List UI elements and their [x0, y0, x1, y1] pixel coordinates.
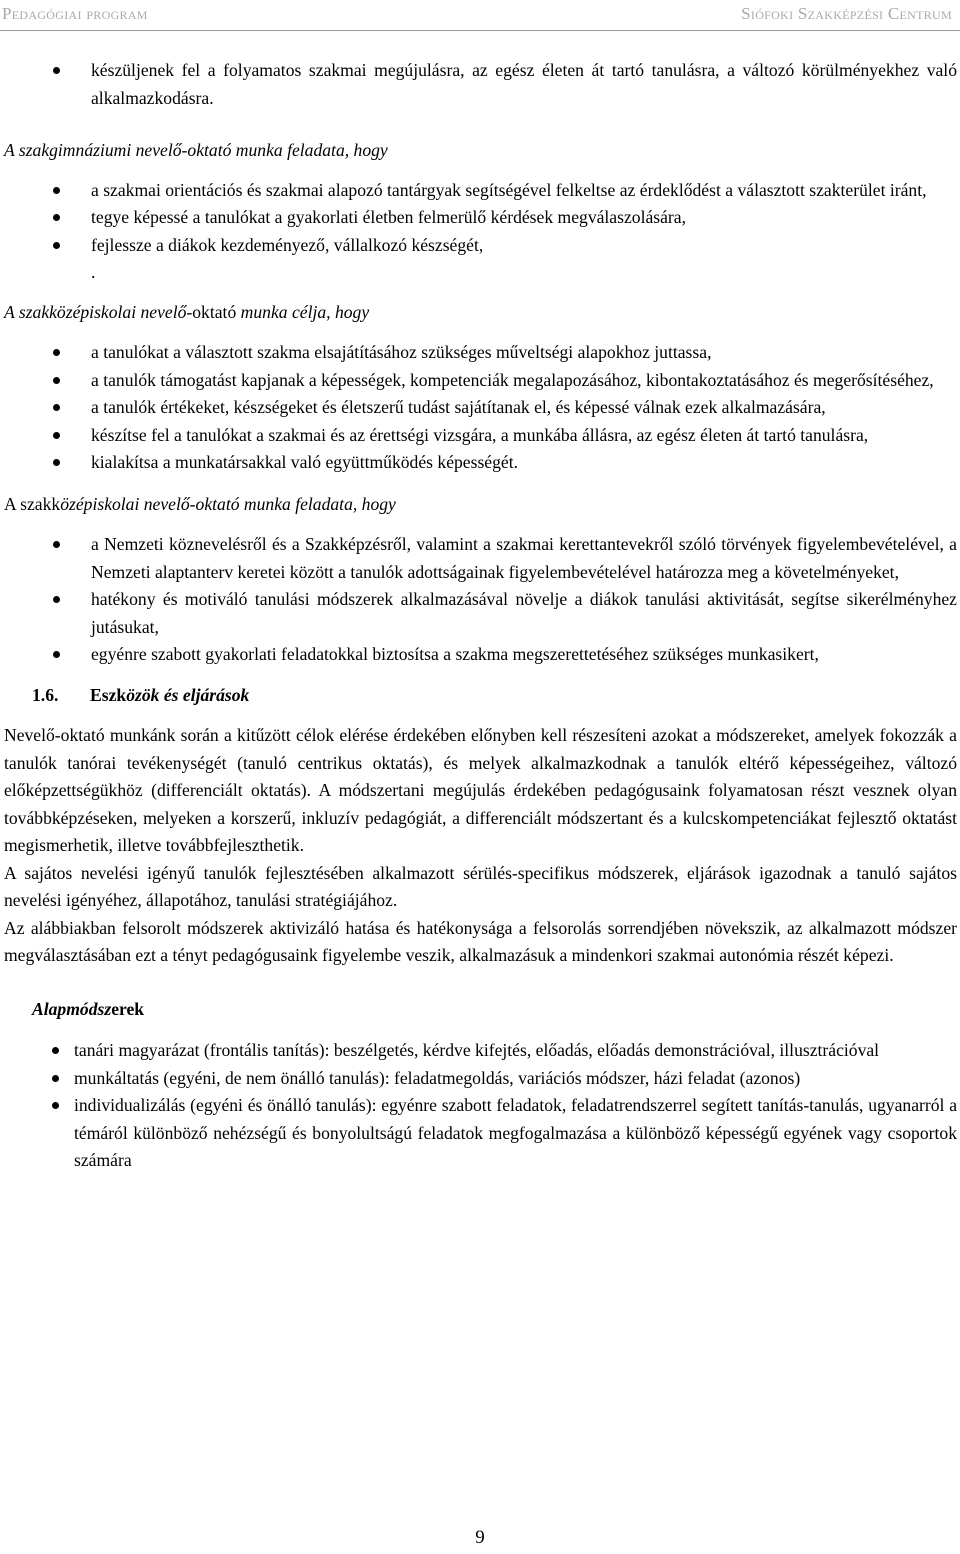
- list-item: tanári magyarázat (frontális tanítás): beszélgetés, kérdve kifejtés, előadás, előadás demonstrációval, illusztrációval: [74, 1037, 957, 1065]
- paragraph-special-needs: A sajátos nevelési igényű tanulók fejlesztésében alkalmazott sérülés-specifikus módszerek, eljárások igazodnak a tanuló sajátos nevelési igényéhez, állapotához, tanulási stratégiájához.: [4, 862, 957, 910]
- list-item: a tanulók értékeket, készségeket és életszerű tudást sajátítanak el, és képessé válnak ezek alkalmazására,: [91, 394, 957, 422]
- header-institution-name: Siófoki Szakképzési Centrum: [741, 4, 952, 23]
- page-number: 9: [475, 1527, 485, 1548]
- intro-part: A szakk: [4, 493, 61, 514]
- list-item: tegye képessé a tanulókat a gyakorlati életben felmerülő kérdések megválaszolására,: [91, 204, 957, 232]
- basic-methods-list: [4, 1037, 957, 1175]
- paragraph-methods: Nevelő-oktató munkánk során a kitűzött célok elérése érdekében előnyben kell részesíteni azokat a módszereket, amelyek fokozzák a tanulók tanórai tevékenységét (tanuló centrikus oktatás), és melyek alkalmazkodnak a tanulók eltérő képességeihez, változó előképzettségükhöz (differenciált oktatás). A módszertani megújulás érdekében pedagógusaink folyamatosan részt vesznek olyan továbbképzéseken, melyeken a korszerű, inkluzív pedagógiát, a differenciált módszertant és a kulcskompetenciákat fejlesztő oktatást megismerhetik, illetve továbbfejleszthetik.: [4, 725, 957, 855]
- list-item: egyénre szabott gyakorlati feladatokkal biztosítsa a szakma megszerettetéséhez szükséges munkasikert,: [91, 641, 957, 669]
- list-item: a tanulók támogatást kapjanak a képességek, kompetenciák megalapozásához, kibontakoztatásához és megerősítéséhez,: [91, 367, 957, 395]
- list-item: készüljenek fel a folyamatos szakmai megújulásra, az egész életen át tartó tanulásra, a változó körülményekhez való alkalmazkodásra.: [91, 57, 957, 112]
- list-item: munkáltatás (egyéni, de nem önálló tanulás): feladatmegoldás, variációs módszer, házi feladat (azonos): [74, 1065, 957, 1093]
- page-header: [0, 0, 960, 31]
- list-item: készítse fel a tanulókat a szakmai és az érettségi vizsgára, a munkába állásra, az egész életen át tartó tanulásra,: [91, 422, 957, 450]
- section-intro-szakkozepiskolai-celja: [4, 299, 957, 327]
- list-item: a szakmai orientációs és szakmai alapozó tantárgyak segítségével felkeltse az érdeklődést a választott szakterület iránt,: [91, 177, 957, 205]
- subheading-alapmodszerek: [4, 996, 957, 1024]
- list-item: individualizálás (egyéni és önálló tanulás): egyénre szabott feladatok, feladatrendszerrel segített tanítás-tanulás, ugyanarról a témáról különböző nehézségű és bonyolultságú feladatok megfogalmazása a különböző képességű egyének vagy csoportok számára: [74, 1092, 957, 1175]
- szakkozepiskolai-tasks-list: [4, 531, 957, 669]
- section-heading-1-6: [4, 682, 957, 710]
- intro-part: özépiskolai nevelő-oktató munka feladata, hogy: [60, 493, 396, 514]
- section-title-part: Eszk: [90, 684, 127, 705]
- page-content: [4, 57, 957, 1175]
- paragraph-method-order: Az alábbiakban felsorolt módszerek aktivizáló hatása és hatékonysága a felsorolás sorrendjében növekszik, az alkalmazott módszer megválasztásában ezt a tényt pedagógusaink figyelembe veszik, alkalmazásuk a mindenkori szakmai autonómia részét képezi.: [4, 917, 957, 965]
- section-number: 1.6.: [32, 684, 59, 705]
- szakkozepiskolai-goals-list: [4, 339, 957, 477]
- list-item: a Nemzeti köznevelésről és a Szakképzésről, valamint a szakmai kerettantevekről szóló törvények figyelembevételével, a Nemzeti alaptanterv keretei között a tanulók adottságainak figyelembevételével határozza meg a követelményeket,: [91, 531, 957, 586]
- goals-list-continued: [4, 57, 957, 112]
- intro-part: A szakközépiskolai nevelő: [4, 301, 187, 322]
- intro-part: -oktató: [186, 301, 237, 322]
- list-item: a tanulókat a választott szakma elsajátításához szükséges műveltségi alapokhoz juttassa,: [91, 339, 957, 367]
- list-item: fejlessze a diákok kezdeményező, vállalkozó készségét,: [91, 232, 957, 260]
- szakgimnaziumi-tasks-list: [4, 177, 957, 260]
- subheading-part: Alapmódsz: [32, 998, 112, 1019]
- header-program-title: Pedagógiai program: [2, 4, 148, 23]
- subheading-part: erek: [111, 998, 145, 1019]
- section-intro-szakkozepiskolai-feladata: [4, 491, 957, 519]
- stray-period: .: [91, 262, 96, 282]
- list-item: kialakítsa a munkatársakkal való együttműködés képességét.: [91, 449, 957, 477]
- section-title-part: özök és eljárások: [126, 684, 250, 705]
- section-intro-szakgimnaziumi: A szakgimnáziumi nevelő-oktató munka feladata, hogy: [4, 140, 388, 160]
- list-item: hatékony és motiváló tanulási módszerek alkalmazásával növelje a diákok tanulási aktivitását, segítse sikerélményhez jutásukat,: [91, 586, 957, 641]
- intro-part: munka célja, hogy: [236, 301, 370, 322]
